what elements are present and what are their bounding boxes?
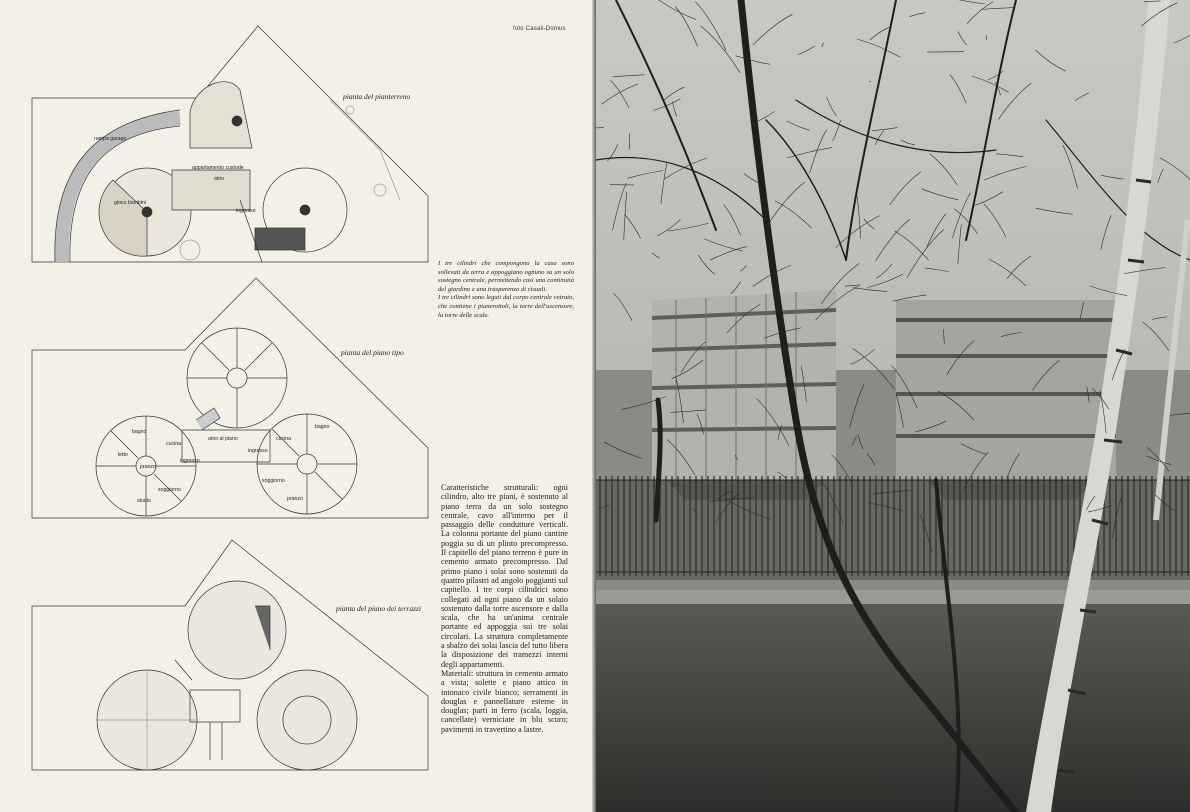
- left-page: [0, 0, 594, 812]
- room-label: cucina: [276, 436, 291, 442]
- plan-caption: [438, 260, 574, 320]
- caption-paragraph: I tre cilindri sono legati dal corpo centrale vetrato, che contiene i pianerottoli, la torre dell'ascensore, la torre delle scale.: [438, 294, 574, 319]
- room-label: pranzo: [287, 496, 303, 502]
- room-label: atrio: [214, 176, 225, 182]
- plan-title-ground: pianta del pianterreno: [343, 92, 411, 101]
- building-photo: [596, 0, 1190, 812]
- right-page: [596, 0, 1190, 812]
- room-label: pranzo: [140, 464, 156, 470]
- room-label: atrio al piano: [208, 436, 238, 442]
- room-label: bagno: [132, 429, 147, 435]
- room-label: soggiorno: [262, 478, 285, 484]
- room-label: bagno: [315, 424, 330, 430]
- photo-credit: foto Casali-Domus: [513, 26, 566, 32]
- room-label: letto: [118, 452, 128, 458]
- room-label: rampa garage: [94, 136, 127, 142]
- plan-title-typical: pianta del piano tipo: [341, 348, 404, 357]
- room-label: appartamento custode: [192, 165, 244, 171]
- room-label: ingresso: [248, 448, 268, 454]
- body-paragraph: Materiali: struttura in cemento armato a vista; solette e piano attico in intonaco civile bianco; serramenti in douglas e pannellature esterne in douglas; parti in ferro (scala, loggia, cancellate) verniciate in blu scuro; pavimenti in travertino a lastre.: [441, 668, 568, 734]
- room-label: ingresso: [236, 208, 256, 214]
- plan-title-terrace: pianta del piano dei terrazzi: [336, 604, 421, 613]
- room-label: soggiorno: [158, 487, 181, 493]
- caption-paragraph: I tre cilindri che compongono la casa sono sollevati da terra e appoggiano ognuno su un solo sostegno centrale, permettendo così una continuità del giardino e una trasparenza di visuali.: [438, 260, 574, 293]
- room-label: gioco bambini: [114, 200, 147, 206]
- room-label: studio: [137, 498, 151, 504]
- article-body: [441, 483, 568, 734]
- body-paragraph: Caratteristiche strutturali: ogni cilindro, alto tre piani, è sostenuto al piano terra da un solo sostegno centrale, cavo all'interno per il passaggio delle condutture verticali. La colonna portante del piano cantine poggia su di un plinto precompresso. Il capitello del piano terreno è pure in cemento armato precompresso. Dal primo piano i solai sono sostenuti da quattro pilastri ad angolo poggianti sul capitello. I tre corpi cilindrici sono collegati ad ogni piano da un solaio sostenuto dalla torre ascensore e dalla scala, che ha un'anima centrale portante ed appoggia sui tre solai circolari. La struttura completamente a sbalzo dei solai lascia del tutto libera la disposizione dei tramezzi interni degli appartamenti.: [441, 483, 568, 669]
- room-label: ingresso: [180, 458, 200, 464]
- room-label: cucina: [166, 441, 181, 447]
